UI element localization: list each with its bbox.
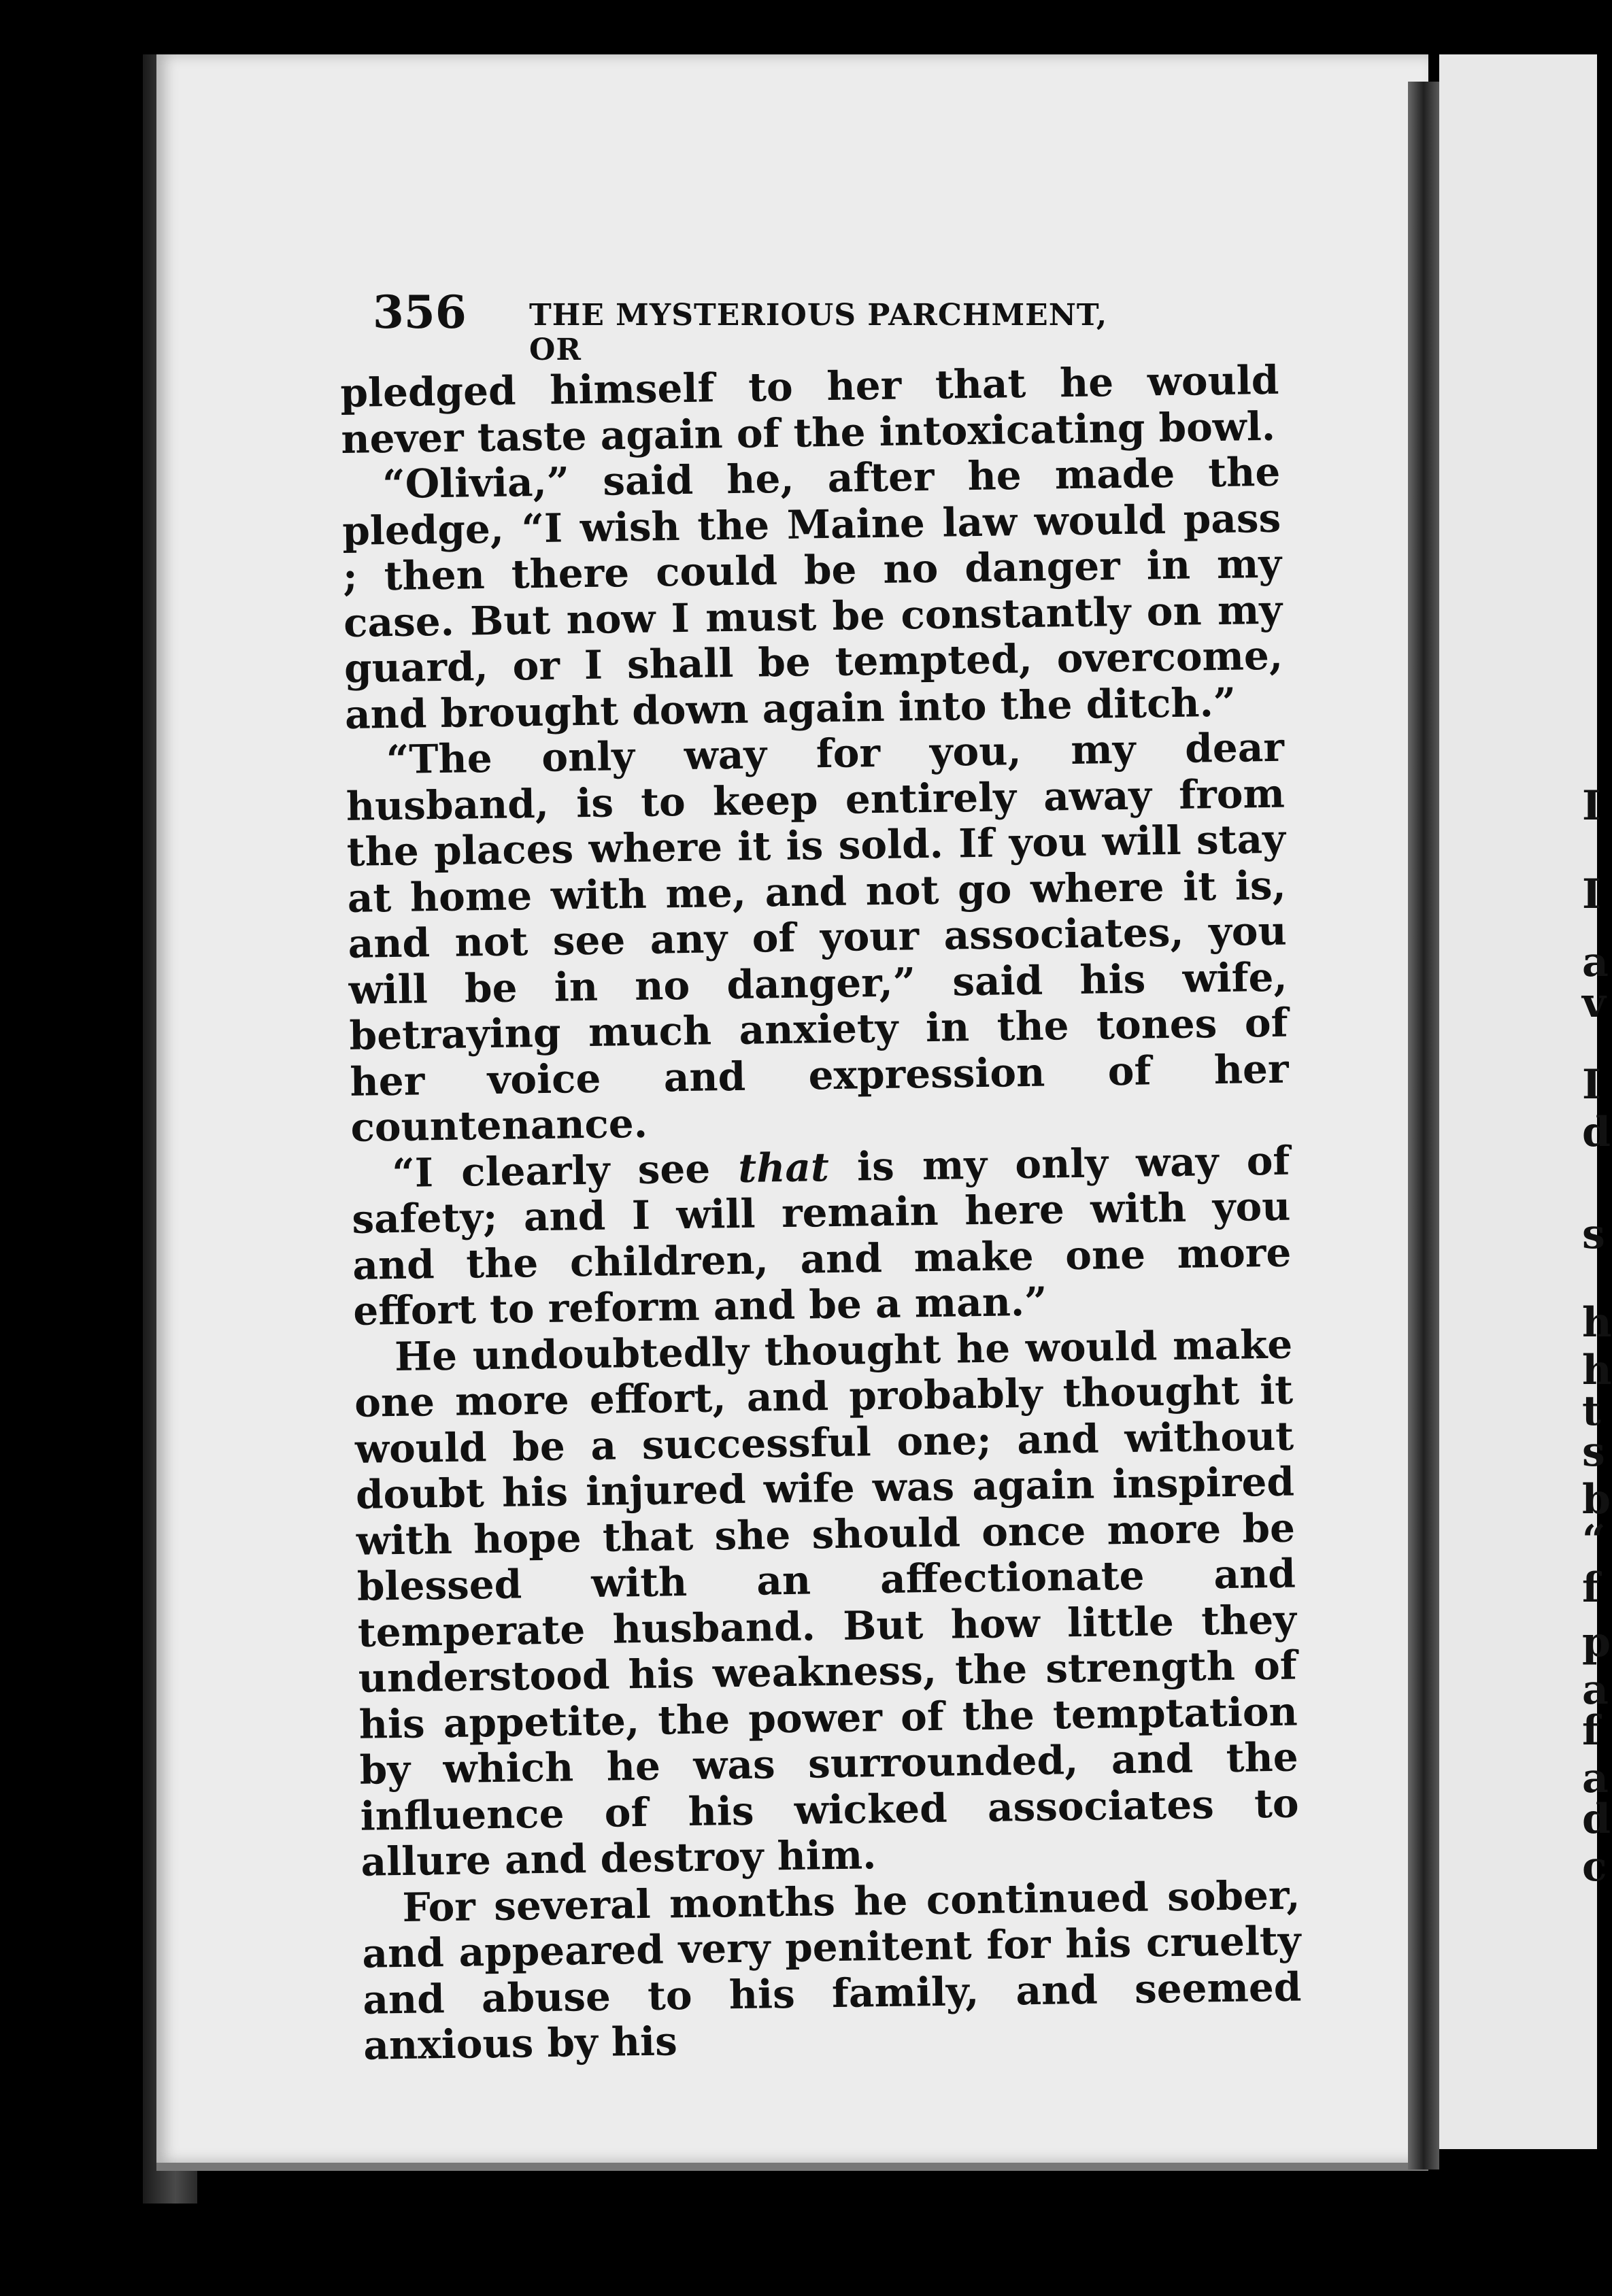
emphasis-text: that [737,1143,830,1192]
facing-page-letter: s [1582,1211,1605,1258]
paragraph [351,1138,1292,1334]
facing-page-letter: “ [1582,1517,1606,1564]
paragraph: “The only way for you, my dear husband, is to keep entirely away from the places where it is sold. If you will stay at home with me, and not go where it is, and not see any of your associates, you will be in no danger,” said his wife, betraying much anxiety in the tones of her voice and expression of her countenance. [346,724,1289,1151]
paragraph: pledged himself to her that he would never taste again of the intoxicating bowl. [339,356,1279,462]
facing-page-letter: d [1582,1795,1611,1843]
facing-page-letter: s [1582,1428,1605,1476]
paragraph: For several months he continued sober, and appeared very penitent for his cruelty and abuse to his family, and seemed anxious by his [362,1872,1302,2069]
facing-page-letter: c [1582,1843,1607,1891]
facing-page [1439,54,1612,2149]
page-header [373,286,1141,367]
facing-page-letter: f [1582,1564,1600,1612]
facing-page-letter: a [1582,939,1609,986]
facing-page-letter: h [1582,1347,1612,1394]
page-number: 356 [373,286,467,339]
facing-page-letter: h [1582,1299,1612,1347]
facing-page-letter: I [1582,1061,1602,1109]
facing-page-letter: v [1582,979,1606,1027]
facing-page-letter: p [1582,1619,1611,1666]
page-bottom-edge [156,2163,1428,2171]
facing-page-letter: d [1582,1109,1611,1156]
facing-page-letter: a [1582,1755,1609,1802]
paragraph-text: “I clearly see [392,1145,739,1196]
running-head: THE MYSTERIOUS PARCHMENT, OR [529,298,1108,367]
paragraph: “Olivia,” said he, after he made the pledge, “I wish the Maine law would pass ; then there could be no danger in my case. But now I must be constantly on my guard, or I shall be tempted, overcome, and brought down again into the ditch.” [341,448,1283,738]
facing-page-letter: f [1582,1707,1600,1755]
paragraph-text: is my only way of safety; and I will remain here with you and the children, and make one more effort to reform and be a man.” [351,1137,1292,1334]
facing-page-letter: t [1582,1387,1601,1435]
book-gutter [1408,82,1439,2170]
facing-page-letter: b [1582,1476,1611,1523]
body-text [340,358,1303,2070]
facing-page-letter: a [1582,1666,1609,1714]
facing-page-letter: I [1582,782,1602,830]
paragraph: He undoubtedly thought he would make one more effort, and probably thought it would be a successful one; and without doubt his injured wife was again inspired with hope that she should once more be blessed with an affectionate and temperate husband. But how little they understood his weakness, the strength of his appetite, the power of the temptation by which he was surrounded, and the influence of his wicked associates to allure and destroy him. [354,1321,1300,1885]
facing-page-letter: I [1582,871,1602,918]
